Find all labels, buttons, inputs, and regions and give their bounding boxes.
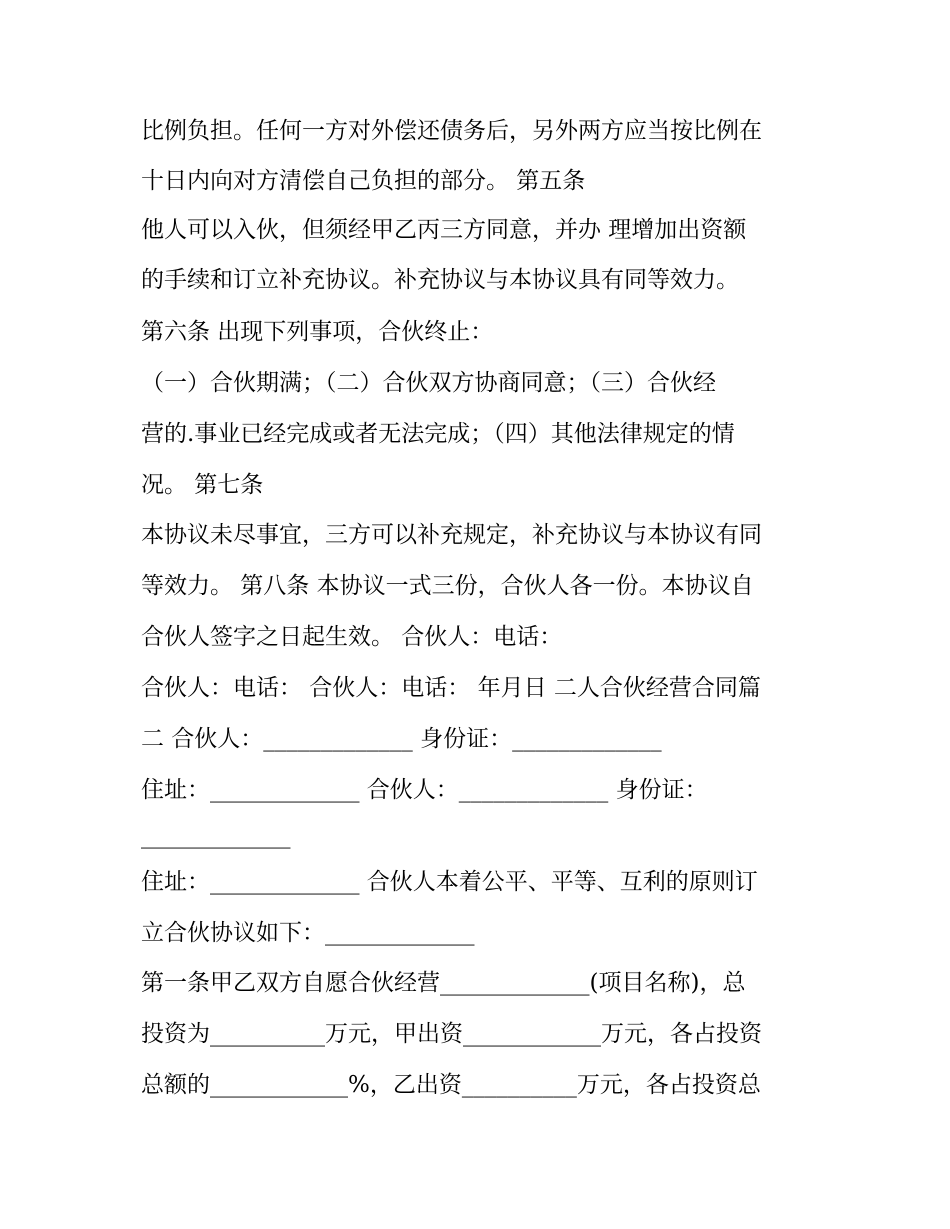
text-line: _____________ [141, 823, 291, 849]
text-line: 第六条 出现下列事项，合伙终止： [141, 319, 494, 345]
text-line: 比例负担。任何一方对外偿还债务后，另外两方应当按比例在 [141, 118, 762, 144]
text-line: 本协议未尽事宜，三方可以补充规定，补充协议与本协议有同 [141, 522, 762, 548]
text-line: 合伙人签字之日起生效。 合伙人：电话： [141, 624, 563, 650]
text-line: 的手续和订立补充协议。补充协议与本协议具有同等效力。 [141, 267, 739, 293]
text-line: 十日内向对方清偿自己负担的部分。 第五条 [141, 168, 586, 194]
text-line: 等效力。 第八条 本协议一式三份，合伙人各一份。本协议自 [141, 573, 754, 599]
text-line: 第一条甲乙双方自愿合伙经营_____________(项目名称)，总 [141, 970, 746, 996]
text-line: 立合伙协议如下：_____________ [141, 920, 475, 946]
text-line: 住址：_____________ 合伙人本着公平、平等、互利的原则订 [141, 869, 758, 895]
text-line: 营的.事业已经完成或者无法完成；（四）其他法律规定的情 [141, 421, 735, 447]
text-line: 他人可以入伙，但须经甲乙丙三方同意，并办 理增加出资额 [141, 217, 747, 243]
text-line: 住址：_____________ 合伙人：_____________ 身份证： [141, 777, 708, 803]
text-line: 二 合伙人：_____________ 身份证：_____________ [141, 726, 662, 752]
text-line: 投资为__________万元，甲出资____________万元，各占投资 [141, 1021, 762, 1047]
text-line: 况。 第七条 [141, 472, 264, 498]
text-line: 合伙人：电话： 合伙人：电话： 年月日 二人合伙经营合同篇 [141, 675, 761, 701]
text-line: （一）合伙期满；（二）合伙双方协商同意；（三）合伙经 [141, 370, 716, 396]
text-line: 总额的____________%，乙出资__________万元，各占投资总 [141, 1072, 761, 1098]
